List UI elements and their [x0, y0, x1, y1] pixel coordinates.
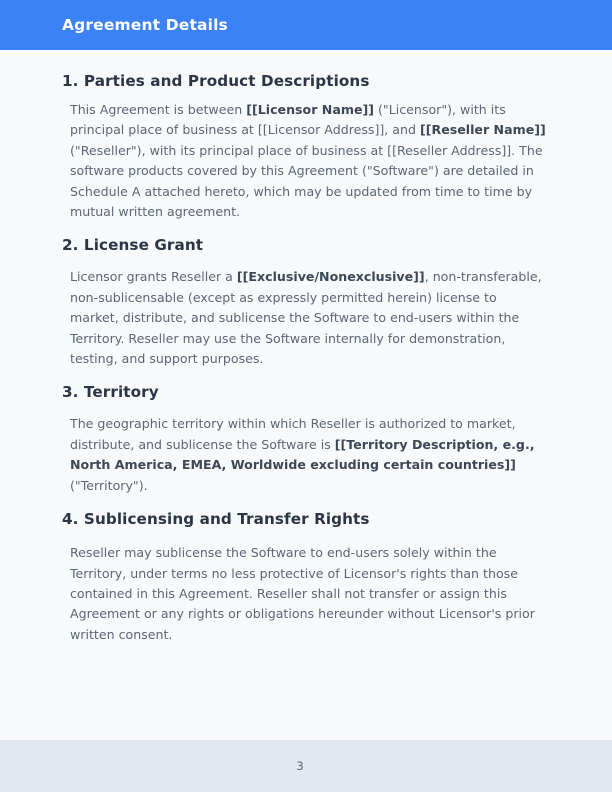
sections-container — [0, 50, 612, 645]
document-content-area — [0, 50, 612, 740]
paragraph-text: This Agreement is between — [70, 102, 247, 117]
paragraph-text: Licensor grants Reseller a — [70, 269, 237, 285]
paragraph-text: Reseller may sublicense the Software to end-users solely within the Territory, under terms no less protective of Licensor's rights than those contained in this Agreement. Reseller shall not transfer or assign this Agreement or any rights or obligations hereunder without Licensor's prior written consent. — [70, 545, 535, 642]
section-paragraph — [70, 543, 548, 645]
footer-page-number: 3 — [296, 759, 304, 773]
placeholder-token: [[Exclusive/Nonexclusive]] — [236, 269, 425, 285]
section-paragraph — [70, 100, 548, 222]
section-paragraph — [70, 267, 548, 369]
document-section — [62, 510, 550, 645]
document-section — [62, 236, 550, 369]
section-heading: 3. Territory — [62, 383, 159, 402]
section-heading: 1. Parties and Product Descriptions — [62, 72, 370, 90]
paragraph-text: The geographic territory within which Reseller is authorized to market, distribute, and sublicense the Software is — [70, 416, 516, 452]
placeholder-token: [[Territory Description, e.g., North America, EMEA, Worldwide excluding certain countries]] — [70, 436, 535, 473]
placeholder-token: [[Licensor Name]] — [246, 102, 375, 117]
paragraph-text: ("Territory"). — [70, 477, 148, 493]
paragraph-text: ("Licensor"), with its principal place of business at [[Licensor Address]], and — [70, 102, 506, 138]
section-heading: 2. License Grant — [62, 236, 204, 255]
document-section — [62, 72, 550, 222]
page-header — [0, 0, 612, 50]
document-section — [62, 383, 550, 496]
placeholder-token: [[Reseller Name]] — [420, 122, 546, 138]
page-title: Agreement Details — [62, 16, 228, 34]
paragraph-text: , non-transferable, non-sublicensable (except as expressly permitted herein) license to market, distribute, and sublicense the Software to end-users within the Territory. Reseller may use the Software internally for demonstration, testing, and support purposes. — [70, 269, 542, 367]
section-paragraph — [70, 414, 548, 496]
page-footer — [0, 740, 612, 792]
paragraph-text: ("Reseller"), with its principal place of business at [[Reseller Address]]. The software products covered by this Agreement ("Software") are detailed in Schedule A attached hereto, which may be updated from time to time by mutual written agreement. — [70, 142, 543, 220]
section-heading: 4. Sublicensing and Transfer Rights — [62, 510, 370, 529]
